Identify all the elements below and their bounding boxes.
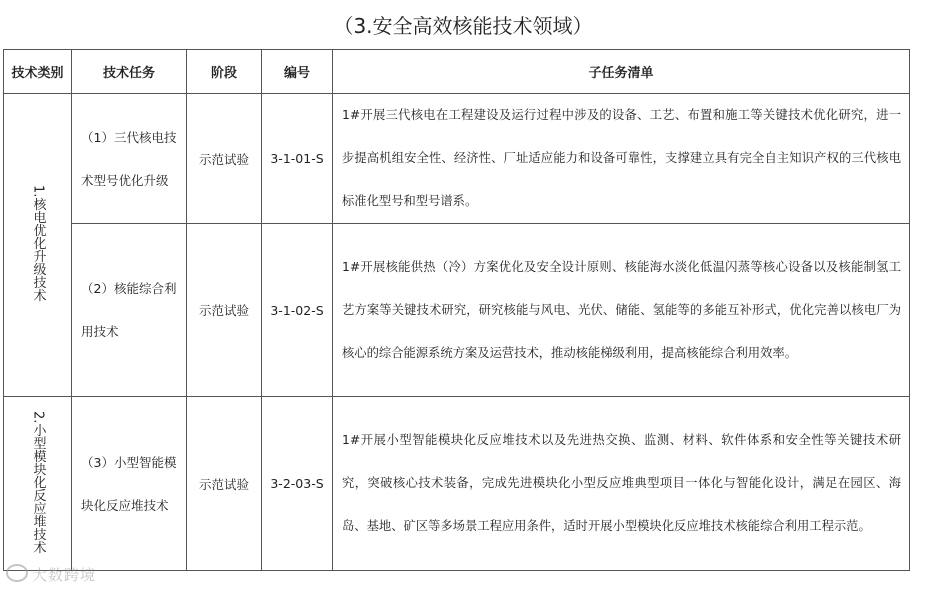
subtask-cell: 1#开展核能供热（冷）方案优化及安全设计原则、核能海水淡化低温闪蒸等核心设备以及核能制氢工艺方案等关键技术研究，研究核能与风电、光伏、储能、氢能等的多能互补形式，优化完善以核电厂为核心的综合能源系统方案及运营技术，推动核能梯级利用，提高核能综合利用效率。 [333,224,910,397]
subtask-cell: 1#开展小型智能模块化反应堆技术以及先进热交换、监测、材料、软件体系和安全性等关键技术研究，突破核心技术装备，完成先进模块化小型反应堆典型项目一体化与智能化设计，满足在园区、海岛、基地、矿区等多场景工程应用条件，适时开展小型模块化反应堆技术核能综合利用工程示范。 [333,397,910,571]
stage-cell: 示范试验 [187,397,262,571]
header-task: 技术任务 [72,50,187,94]
task-name: （1）三代核电技术型号优化升级 [72,94,187,224]
category-label: 1.核电优化升级技术 [30,185,46,302]
header-category: 技术类别 [4,50,72,94]
task-table [3,49,910,571]
table-row [4,397,910,571]
code-cell: 3-1-02-S [262,224,333,397]
header-subtasks: 子任务清单 [333,50,910,94]
stage-cell: 示范试验 [187,94,262,224]
header-code: 编号 [262,50,333,94]
stage-cell: 示范试验 [187,224,262,397]
category-cell [4,94,72,397]
table-header-row [4,50,910,94]
task-name: （3）小型智能模块化反应堆技术 [72,397,187,571]
page-title: （3.安全高效核能技术领域） [333,14,593,38]
category-cell [4,397,72,571]
subtask-cell: 1#开展三代核电在工程建设及运行过程中涉及的设备、工艺、布置和施工等关键技术优化研究，进一步提高机组安全性、经济性、厂址适应能力和设备可靠性，支撑建立具有完全自主知识产权的三代核电标准化型号和型号谱系。 [333,94,910,224]
header-stage: 阶段 [187,50,262,94]
table-row [4,94,910,224]
task-name: （2）核能综合利用技术 [72,224,187,397]
code-cell: 3-1-01-S [262,94,333,224]
code-cell: 3-2-03-S [262,397,333,571]
watermark: 大数跨境 [6,564,96,585]
table-row [4,224,910,397]
category-label: 2.小型模块化反应堆技术 [30,410,46,554]
watermark-logo-icon [6,564,28,582]
